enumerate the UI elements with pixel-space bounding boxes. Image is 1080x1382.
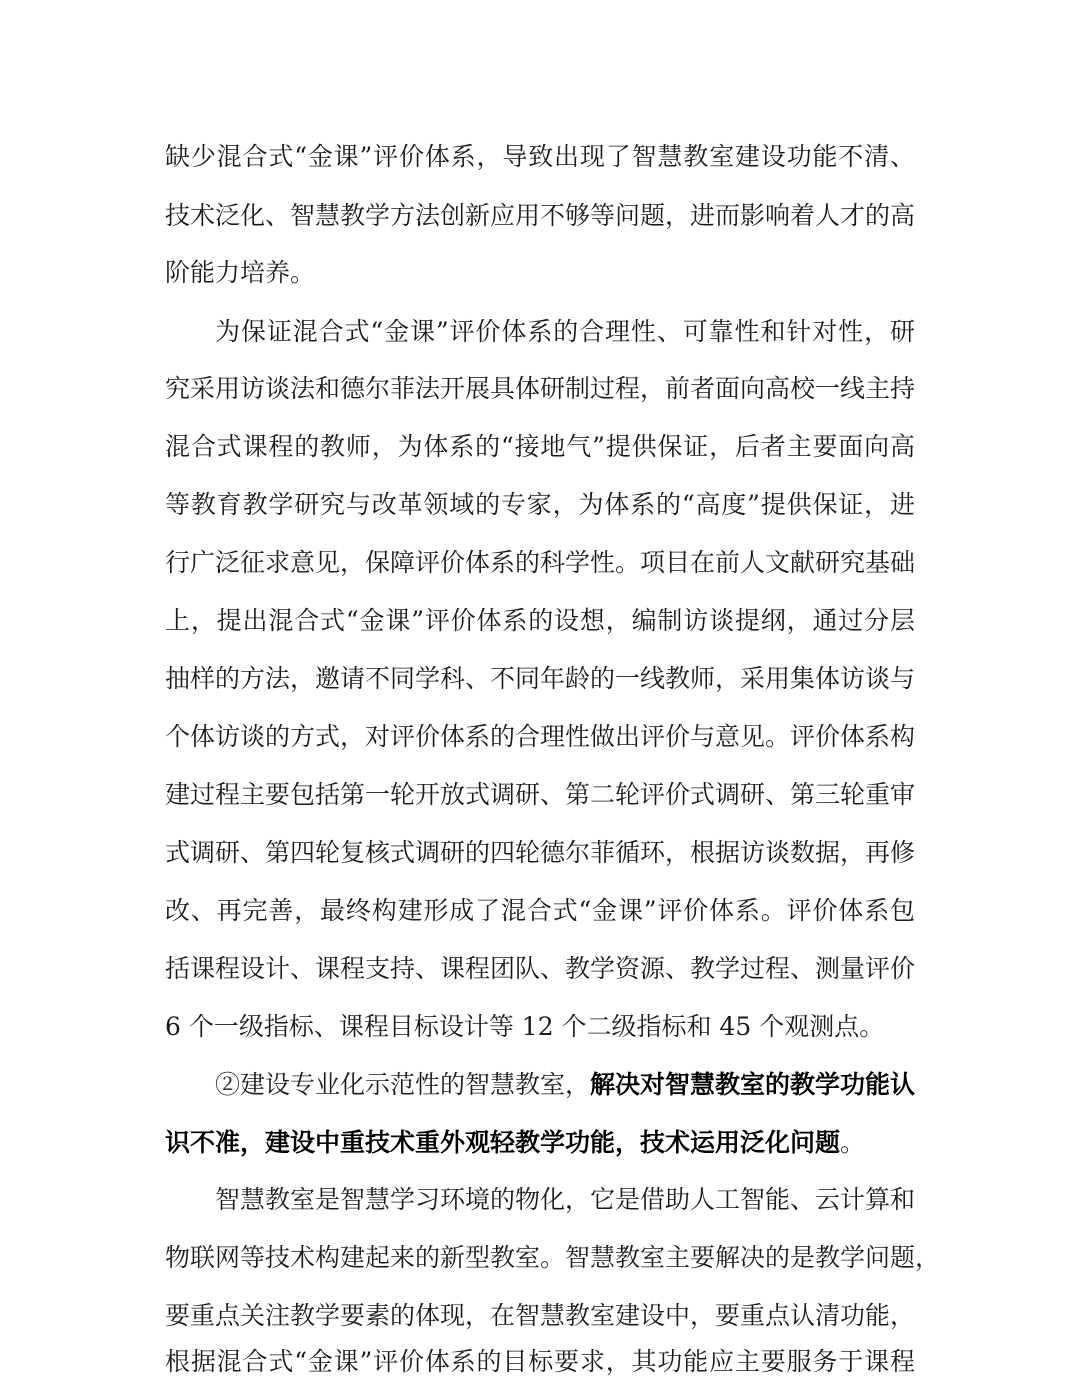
text-line: 阶能力培养。 xyxy=(165,258,316,287)
text-line: 要重点关注教学要素的体现，在智慧教室建设中，要重点认清功能， xyxy=(165,1301,916,1330)
text-line: 6 个一级指标、课程目标设计等 12 个二级指标和 45 个观测点。 xyxy=(165,1012,885,1041)
heading-bold-text: 识不准，建设中重技术重外观轻教学功能，技术运用泛化问题 xyxy=(165,1128,841,1157)
text-line: 技术泛化、智慧教学方法创新应用不够等问题，进而影响着人才的高 xyxy=(165,201,916,230)
text-line: 究采用访谈法和德尔菲法开展具体研制过程，前者面向高校一线主持 xyxy=(165,374,916,403)
text-line: 个体访谈的方式，对评价体系的合理性做出评价与意见。评价体系构 xyxy=(165,722,916,751)
text-line: 上，提出混合式“金课”评价体系的设想，编制访谈提纲，通过分层 xyxy=(165,606,915,635)
text-line: 建过程主要包括第一轮开放式调研、第二轮评价式调研、第三轮重审 xyxy=(165,780,916,809)
text-line: 改、再完善，最终构建形成了混合式“金课”评价体系。评价体系包 xyxy=(165,896,915,925)
section-heading-line xyxy=(215,1065,915,1105)
text-line: 混合式课程的教师，为体系的“接地气”提供保证，后者主要面向高 xyxy=(165,432,915,461)
text-line: 根据混合式“金课”评价体系的目标要求，其功能应主要服务于课程 xyxy=(165,1347,915,1376)
text-line: 缺少混合式“金课”评价体系，导致出现了智慧教室建设功能不清、 xyxy=(165,142,915,171)
heading-bold-text: 解决对智慧教室的教学功能认 xyxy=(590,1070,916,1099)
heading-plain-text: ②建设专业化示范性的智慧教室， xyxy=(215,1070,591,1099)
text-line: 智慧教室是智慧学习环境的物化，它是借助人工智能、云计算和 xyxy=(215,1185,916,1214)
text-line: 抽样的方法，邀请不同学科、不同年龄的一线教师，采用集体访谈与 xyxy=(165,664,916,693)
text-line: 式调研、第四轮复核式调研的四轮德尔菲循环，根据访谈数据，再修 xyxy=(165,838,916,867)
text-line: 括课程设计、课程支持、课程团队、教学资源、教学过程、测量评价 xyxy=(165,954,916,983)
text-line: 等教育教学研究与改革领域的专家，为体系的“高度”提供保证，进 xyxy=(165,490,915,519)
text-line: 物联网等技术构建起来的新型教室。智慧教室主要解决的是教学问题， xyxy=(165,1243,941,1272)
heading-end-punct: 。 xyxy=(840,1128,866,1157)
text-line: 为保证混合式“金课”评价体系的合理性、可靠性和针对性，研 xyxy=(215,317,915,346)
section-heading-line xyxy=(165,1123,915,1163)
text-line: 行广泛征求意见，保障评价体系的科学性。项目在前人文献研究基础 xyxy=(165,548,916,577)
